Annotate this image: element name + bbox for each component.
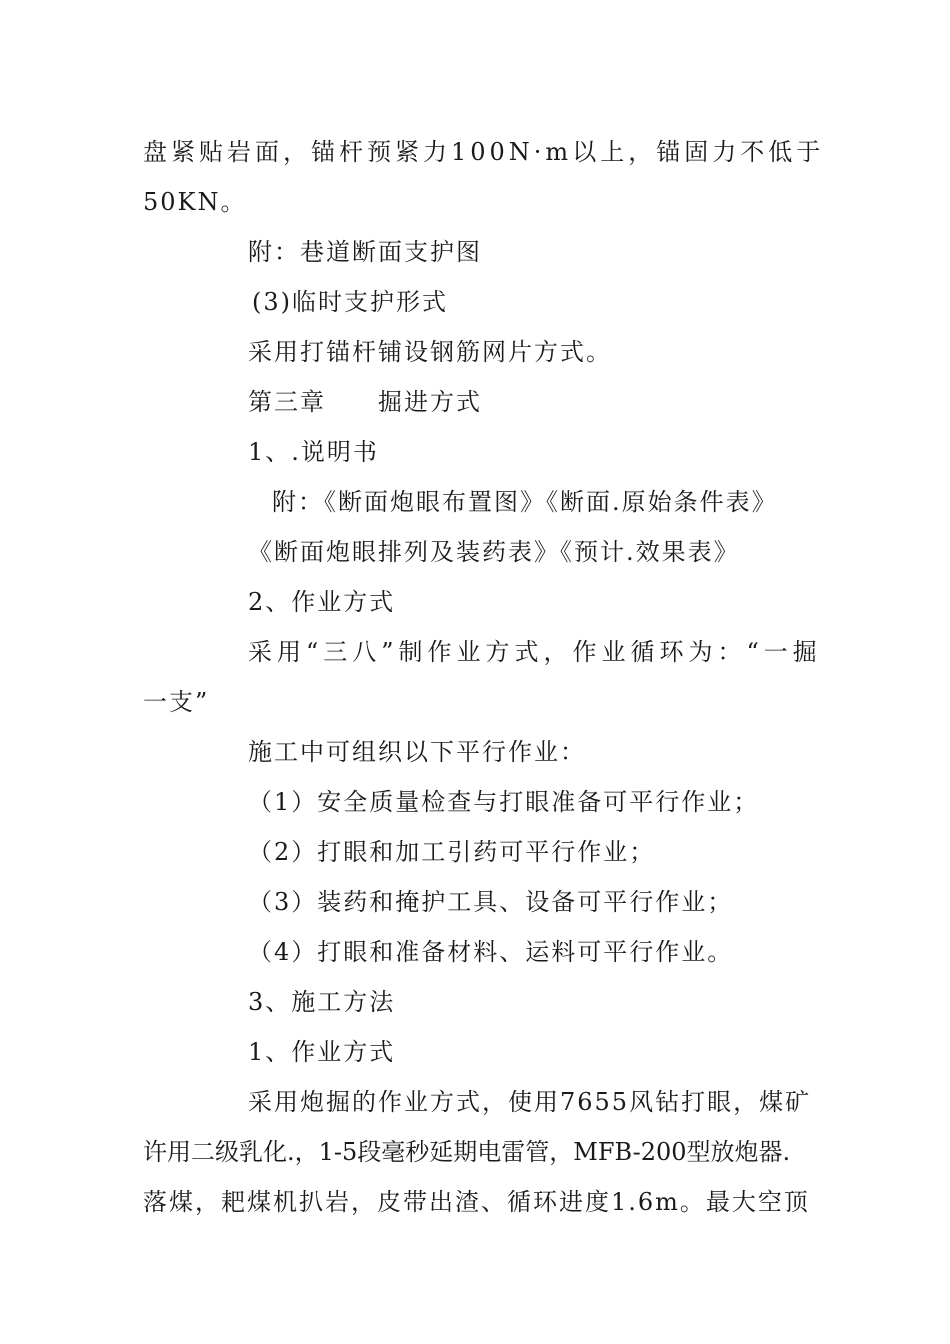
paragraph-line: 落煤，耙煤机扒岩，皮带出渣、循环进度1.6m。最大空顶	[143, 1188, 810, 1216]
list-item: （2）打眼和加工引药可平行作业；	[248, 838, 656, 866]
section-heading: 1、.说明书	[248, 438, 379, 466]
section-heading: 2、作业方式	[248, 588, 396, 616]
appendix-line: 附：《断面炮眼布置图》《断面.原始条件表》	[272, 488, 778, 516]
paragraph-line: 采用“三八”制作业方式，作业循环为：“一掘	[248, 638, 822, 666]
list-item: （3）装药和掩护工具、设备可平行作业；	[248, 888, 734, 916]
list-item: （4）打眼和准备材料、运料可平行作业。	[248, 938, 734, 966]
paragraph-line: 施工中可组织以下平行作业：	[248, 738, 586, 766]
paragraph-line: 50KN。	[143, 188, 247, 216]
section-heading: 3、施工方法	[248, 988, 396, 1016]
list-item: （1）安全质量检查与打眼准备可平行作业；	[248, 788, 760, 816]
paragraph-line: 一支”	[143, 688, 210, 716]
section-heading: (3)临时支护形式	[252, 288, 448, 316]
chapter-heading: 第三章 掘进方式	[248, 388, 482, 416]
paragraph-line: 采用打锚杆铺设钢筋网片方式。	[248, 338, 612, 366]
paragraph-line: 盘紧贴岩面，锚杆预紧力100N·m以上，锚固力不低于	[143, 138, 825, 166]
figure-caption: 附：巷道断面支护图	[248, 238, 482, 266]
paragraph-line: 许用二级乳化.，1-5段毫秒延期电雷管，MFB-200型放炮器.	[143, 1138, 791, 1166]
appendix-line: 《断面炮眼排列及装药表》《预计.效果表》	[248, 538, 740, 566]
section-heading: 1、作业方式	[248, 1038, 396, 1066]
paragraph-line: 采用炮掘的作业方式，使用7655风钻打眼，煤矿	[248, 1088, 812, 1116]
